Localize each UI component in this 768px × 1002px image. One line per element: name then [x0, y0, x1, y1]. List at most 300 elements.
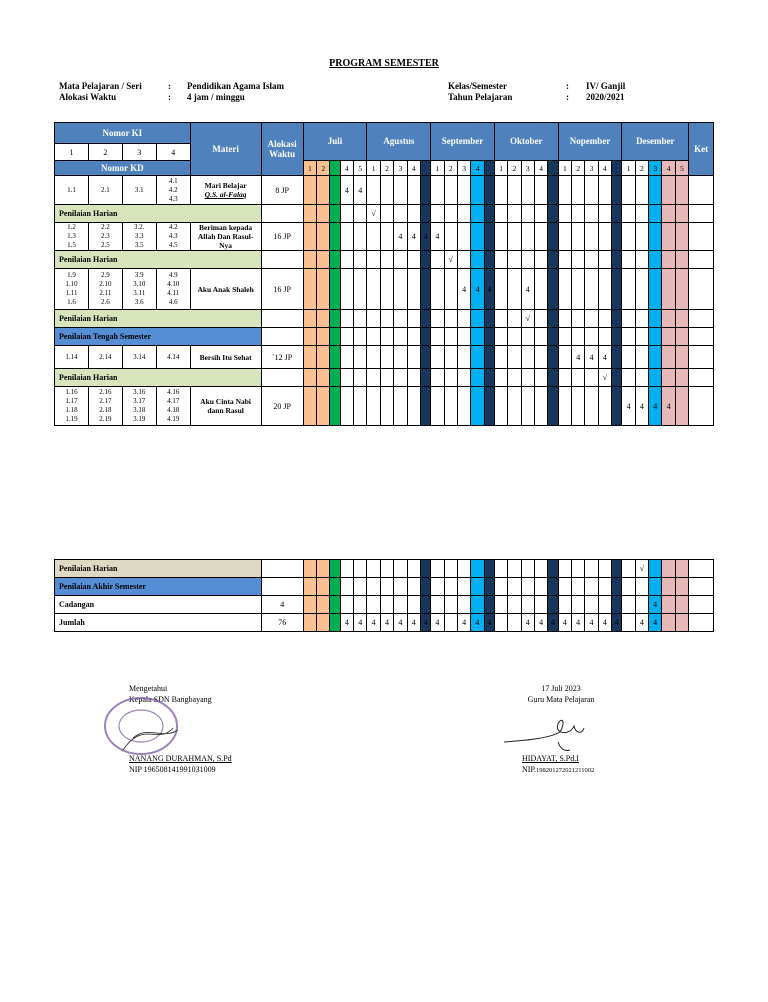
week-cell [444, 578, 457, 596]
ket-cell [689, 369, 714, 387]
week-cell [494, 328, 507, 346]
colon: : [168, 81, 171, 91]
section-label: Penilaian Harian [55, 560, 262, 578]
week-cell [303, 223, 316, 251]
week-cell [662, 205, 675, 223]
week-cell [471, 387, 484, 426]
week-cell [534, 596, 547, 614]
week-cell [484, 310, 494, 328]
week-cell [394, 346, 407, 369]
section-label: Jumlah [55, 614, 262, 632]
week-cell [340, 223, 353, 251]
week-cell: 4 [354, 176, 367, 205]
week-number: 5 [354, 161, 367, 176]
meta-colons-left [168, 81, 171, 103]
week-cell [420, 387, 430, 426]
week-cell: 4 [598, 614, 611, 632]
left-signer [129, 753, 232, 775]
week-cell [662, 614, 675, 632]
alokasi-cell: `12 JP [261, 346, 303, 369]
month-header: Agustus [367, 123, 431, 161]
week-cell: 4 [484, 269, 494, 310]
teacher-nip: 198201272021211002 [536, 767, 595, 774]
week-cell [534, 269, 547, 310]
month-header: Oktober [494, 123, 558, 161]
kd-cell: 4.16 4.17 4.18 4.19 [156, 387, 190, 426]
alokasi-cell: 8 JP [261, 176, 303, 205]
week-cell [612, 328, 622, 346]
week-cell [394, 251, 407, 269]
week-cell [340, 387, 353, 426]
week-cell [558, 310, 571, 328]
week-cell [558, 176, 571, 205]
kepala-sekolah-title: Kepala SDN Bangbayang [129, 695, 212, 704]
week-cell [484, 369, 494, 387]
week-cell [622, 205, 635, 223]
week-cell [612, 387, 622, 426]
week-cell [649, 223, 662, 251]
week-cell [622, 596, 635, 614]
week-cell [317, 346, 330, 369]
week-cell [534, 328, 547, 346]
week-cell [521, 223, 534, 251]
week-cell [367, 387, 380, 426]
month-header: Nopember [558, 123, 622, 161]
week-cell [635, 251, 648, 269]
colon: : [168, 92, 171, 102]
week-cell [444, 560, 457, 578]
week-cell [494, 596, 507, 614]
week-cell [354, 205, 367, 223]
week-cell: 4 [340, 614, 353, 632]
kelas-label: Kelas/Semester [448, 81, 507, 91]
week-cell [612, 560, 622, 578]
alokasi-cell [261, 310, 303, 328]
week-number: 1 [367, 161, 380, 176]
week-cell: 4 [572, 346, 585, 369]
week-cell [407, 269, 420, 310]
week-cell: 4 [420, 614, 430, 632]
week-cell [494, 223, 507, 251]
week-cell [420, 205, 430, 223]
week-cell [303, 310, 316, 328]
week-cell [340, 560, 353, 578]
week-cell [431, 176, 444, 205]
kd-cell: 1.16 1.17 1.18 1.19 [55, 387, 89, 426]
alokasi-cell: 20 JP [261, 387, 303, 426]
week-number [484, 161, 494, 176]
week-cell [394, 369, 407, 387]
week-cell [444, 223, 457, 251]
week-cell [508, 560, 521, 578]
week-cell: 4 [635, 387, 648, 426]
kd-cell: 4.1 4.2 4.3 [156, 176, 190, 205]
week-number: 3 [394, 161, 407, 176]
week-cell [431, 205, 444, 223]
week-cell [380, 269, 393, 310]
week-number: 1 [431, 161, 444, 176]
week-cell [635, 223, 648, 251]
week-cell [494, 614, 507, 632]
week-cell [572, 369, 585, 387]
week-cell [457, 205, 470, 223]
week-cell [317, 614, 330, 632]
week-cell [484, 387, 494, 426]
week-cell [367, 269, 380, 310]
week-cell [635, 578, 648, 596]
week-cell [521, 387, 534, 426]
week-cell [649, 369, 662, 387]
week-cell: √ [635, 560, 648, 578]
week-cell [457, 596, 470, 614]
materi-header: Materi [190, 123, 261, 176]
week-cell [649, 560, 662, 578]
alokasi-cell: 16 JP [261, 269, 303, 310]
kepala-nip: NIP 196508141991031009 [129, 765, 216, 774]
week-cell [367, 251, 380, 269]
week-cell [649, 310, 662, 328]
week-cell [612, 310, 622, 328]
week-cell [494, 578, 507, 596]
alokasi-cell [261, 328, 303, 346]
week-cell [598, 251, 611, 269]
week-cell [407, 346, 420, 369]
week-cell: 4 [394, 614, 407, 632]
kd-cell: 2.14 [88, 346, 122, 369]
week-number: 1 [494, 161, 507, 176]
week-cell [444, 205, 457, 223]
week-cell [558, 346, 571, 369]
week-cell [471, 596, 484, 614]
school-stamp [103, 690, 183, 756]
week-cell [340, 269, 353, 310]
week-cell [675, 560, 688, 578]
week-cell [548, 223, 558, 251]
alokasi-cell: 16 JP [261, 223, 303, 251]
week-cell: 4 [457, 614, 470, 632]
colon: : [566, 92, 569, 102]
week-cell [508, 205, 521, 223]
week-cell [317, 369, 330, 387]
week-cell: √ [444, 251, 457, 269]
week-cell [330, 176, 340, 205]
guru-title: Guru Mata Pelajaran [527, 695, 595, 704]
week-cell [444, 387, 457, 426]
week-cell [444, 346, 457, 369]
week-cell [572, 269, 585, 310]
week-cell: 4 [471, 614, 484, 632]
week-cell [431, 251, 444, 269]
week-cell [534, 369, 547, 387]
week-cell [484, 205, 494, 223]
alokasi-cell [261, 560, 303, 578]
week-cell: 4 [420, 223, 430, 251]
week-cell [622, 176, 635, 205]
week-cell [407, 596, 420, 614]
nomor-ki-header: Nomor KI [55, 123, 191, 144]
ket-cell [689, 251, 714, 269]
week-cell [675, 269, 688, 310]
week-cell [585, 596, 598, 614]
week-cell [303, 205, 316, 223]
week-cell [558, 223, 571, 251]
week-cell [354, 578, 367, 596]
week-cell [444, 328, 457, 346]
week-cell [354, 369, 367, 387]
week-cell: 4 [380, 614, 393, 632]
week-cell: 4 [635, 614, 648, 632]
week-cell [585, 310, 598, 328]
week-cell [394, 578, 407, 596]
week-cell [598, 269, 611, 310]
week-cell [534, 223, 547, 251]
week-cell [330, 328, 340, 346]
week-cell [367, 310, 380, 328]
week-cell [317, 387, 330, 426]
week-cell [548, 328, 558, 346]
week-cell [635, 328, 648, 346]
week-cell [420, 369, 430, 387]
week-cell: 4 [622, 387, 635, 426]
week-cell [340, 310, 353, 328]
week-cell [662, 578, 675, 596]
week-cell [354, 387, 367, 426]
materi-subtitle: Q.S. al-Falaq [204, 190, 247, 199]
week-cell: 4 [521, 614, 534, 632]
week-cell [457, 560, 470, 578]
week-cell [635, 176, 648, 205]
week-cell [330, 205, 340, 223]
ket-cell [689, 578, 714, 596]
week-cell [572, 387, 585, 426]
week-cell: 4 [612, 614, 622, 632]
week-cell: 4 [558, 614, 571, 632]
ket-cell [689, 596, 714, 614]
week-cell [572, 328, 585, 346]
week-cell [303, 369, 316, 387]
week-cell [330, 223, 340, 251]
week-number: 4 [534, 161, 547, 176]
week-number: 3 [585, 161, 598, 176]
week-number: 5 [675, 161, 688, 176]
week-cell [662, 560, 675, 578]
week-cell [457, 387, 470, 426]
week-cell [558, 269, 571, 310]
week-cell [420, 310, 430, 328]
section-label: Penilaian Harian [55, 205, 262, 223]
right-signer [522, 753, 594, 776]
week-cell [675, 346, 688, 369]
week-cell [380, 578, 393, 596]
week-cell [521, 578, 534, 596]
ket-cell [689, 560, 714, 578]
week-cell [558, 205, 571, 223]
week-cell [431, 328, 444, 346]
week-cell [303, 614, 316, 632]
week-cell [354, 269, 367, 310]
week-cell [457, 369, 470, 387]
program-semester-table [54, 122, 714, 426]
week-cell [431, 387, 444, 426]
week-cell [649, 205, 662, 223]
week-cell [508, 346, 521, 369]
week-cell: 4 [521, 269, 534, 310]
kd-cell: 3.14 [122, 346, 156, 369]
week-cell [572, 176, 585, 205]
week-cell [649, 328, 662, 346]
week-cell [407, 205, 420, 223]
week-cell [622, 223, 635, 251]
week-cell [471, 251, 484, 269]
week-cell [471, 328, 484, 346]
week-cell [675, 578, 688, 596]
week-cell [558, 387, 571, 426]
week-cell [635, 346, 648, 369]
week-cell [330, 614, 340, 632]
week-cell [622, 346, 635, 369]
week-cell [521, 369, 534, 387]
week-cell [508, 176, 521, 205]
week-number: 2 [444, 161, 457, 176]
week-cell [354, 560, 367, 578]
kd-cell: 1.1 [55, 176, 89, 205]
week-cell [420, 596, 430, 614]
week-cell: 4 [431, 223, 444, 251]
week-number: 4 [598, 161, 611, 176]
week-cell [420, 578, 430, 596]
week-cell [622, 560, 635, 578]
week-cell [662, 346, 675, 369]
week-cell [407, 369, 420, 387]
week-cell [612, 596, 622, 614]
month-header: September [431, 123, 495, 161]
week-cell [649, 251, 662, 269]
week-cell [662, 176, 675, 205]
meta-labels-left [59, 81, 142, 103]
week-cell [471, 223, 484, 251]
week-cell [380, 369, 393, 387]
week-cell [471, 369, 484, 387]
week-cell [494, 387, 507, 426]
week-cell [508, 251, 521, 269]
week-cell [508, 596, 521, 614]
week-cell [572, 223, 585, 251]
week-cell [444, 596, 457, 614]
week-cell [508, 614, 521, 632]
week-number: 2 [635, 161, 648, 176]
week-cell [494, 251, 507, 269]
materi-cell: Aku Cinta Nabi dann Rasul [190, 387, 261, 426]
week-cell [484, 328, 494, 346]
materi-title: Mari Belajar [204, 181, 247, 190]
week-cell [367, 369, 380, 387]
alokasi-cell [261, 578, 303, 596]
week-cell [622, 578, 635, 596]
week-cell [585, 560, 598, 578]
week-cell: 4 [484, 614, 494, 632]
week-cell [354, 223, 367, 251]
week-cell [354, 596, 367, 614]
week-cell [367, 578, 380, 596]
week-cell [521, 251, 534, 269]
week-cell [675, 328, 688, 346]
week-cell [598, 223, 611, 251]
week-cell [675, 205, 688, 223]
week-cell [662, 269, 675, 310]
week-cell [558, 596, 571, 614]
week-cell [558, 560, 571, 578]
alokasi-cell: 4 [261, 596, 303, 614]
week-cell [407, 328, 420, 346]
week-cell [508, 369, 521, 387]
week-cell [407, 251, 420, 269]
week-number: 2 [380, 161, 393, 176]
week-cell [484, 578, 494, 596]
week-cell [662, 369, 675, 387]
month-header: Desember [622, 123, 689, 161]
week-cell [431, 269, 444, 310]
week-cell [598, 328, 611, 346]
week-cell [380, 251, 393, 269]
tahun-label: Tahun Pelajaran [448, 92, 513, 102]
week-number [330, 161, 340, 176]
kd-cell: 1.9 1.10 1.11 1.6 [55, 269, 89, 310]
week-cell [585, 369, 598, 387]
section-label: Penilaian Harian [55, 310, 262, 328]
week-cell [317, 596, 330, 614]
week-cell [598, 310, 611, 328]
week-cell [494, 346, 507, 369]
week-cell [354, 310, 367, 328]
ki-column-number: 3 [122, 144, 156, 161]
week-cell [521, 596, 534, 614]
week-cell [303, 578, 316, 596]
week-cell [534, 387, 547, 426]
week-cell [303, 176, 316, 205]
week-cell [431, 578, 444, 596]
week-cell [471, 205, 484, 223]
week-cell [508, 578, 521, 596]
week-cell [508, 223, 521, 251]
week-cell [457, 578, 470, 596]
week-cell [649, 578, 662, 596]
week-cell: 4 [471, 269, 484, 310]
week-cell [340, 328, 353, 346]
week-cell [367, 176, 380, 205]
kelas-value: IV/ Ganjil [586, 81, 626, 91]
week-cell [330, 387, 340, 426]
week-cell [330, 578, 340, 596]
week-cell: 4 [585, 346, 598, 369]
ket-header: Ket [689, 123, 714, 176]
week-cell [494, 176, 507, 205]
teacher-nip-line [522, 764, 594, 776]
week-cell [317, 560, 330, 578]
alokasi-cell [261, 205, 303, 223]
week-cell: 4 [340, 176, 353, 205]
week-cell [548, 369, 558, 387]
ket-cell [689, 614, 714, 632]
week-cell [675, 387, 688, 426]
kd-cell: 3.16 3.17 3.18 3.19 [122, 387, 156, 426]
week-cell [534, 578, 547, 596]
week-cell [444, 310, 457, 328]
week-cell [662, 596, 675, 614]
week-cell [317, 205, 330, 223]
week-cell [521, 205, 534, 223]
week-cell [494, 269, 507, 310]
week-cell [571, 596, 584, 614]
